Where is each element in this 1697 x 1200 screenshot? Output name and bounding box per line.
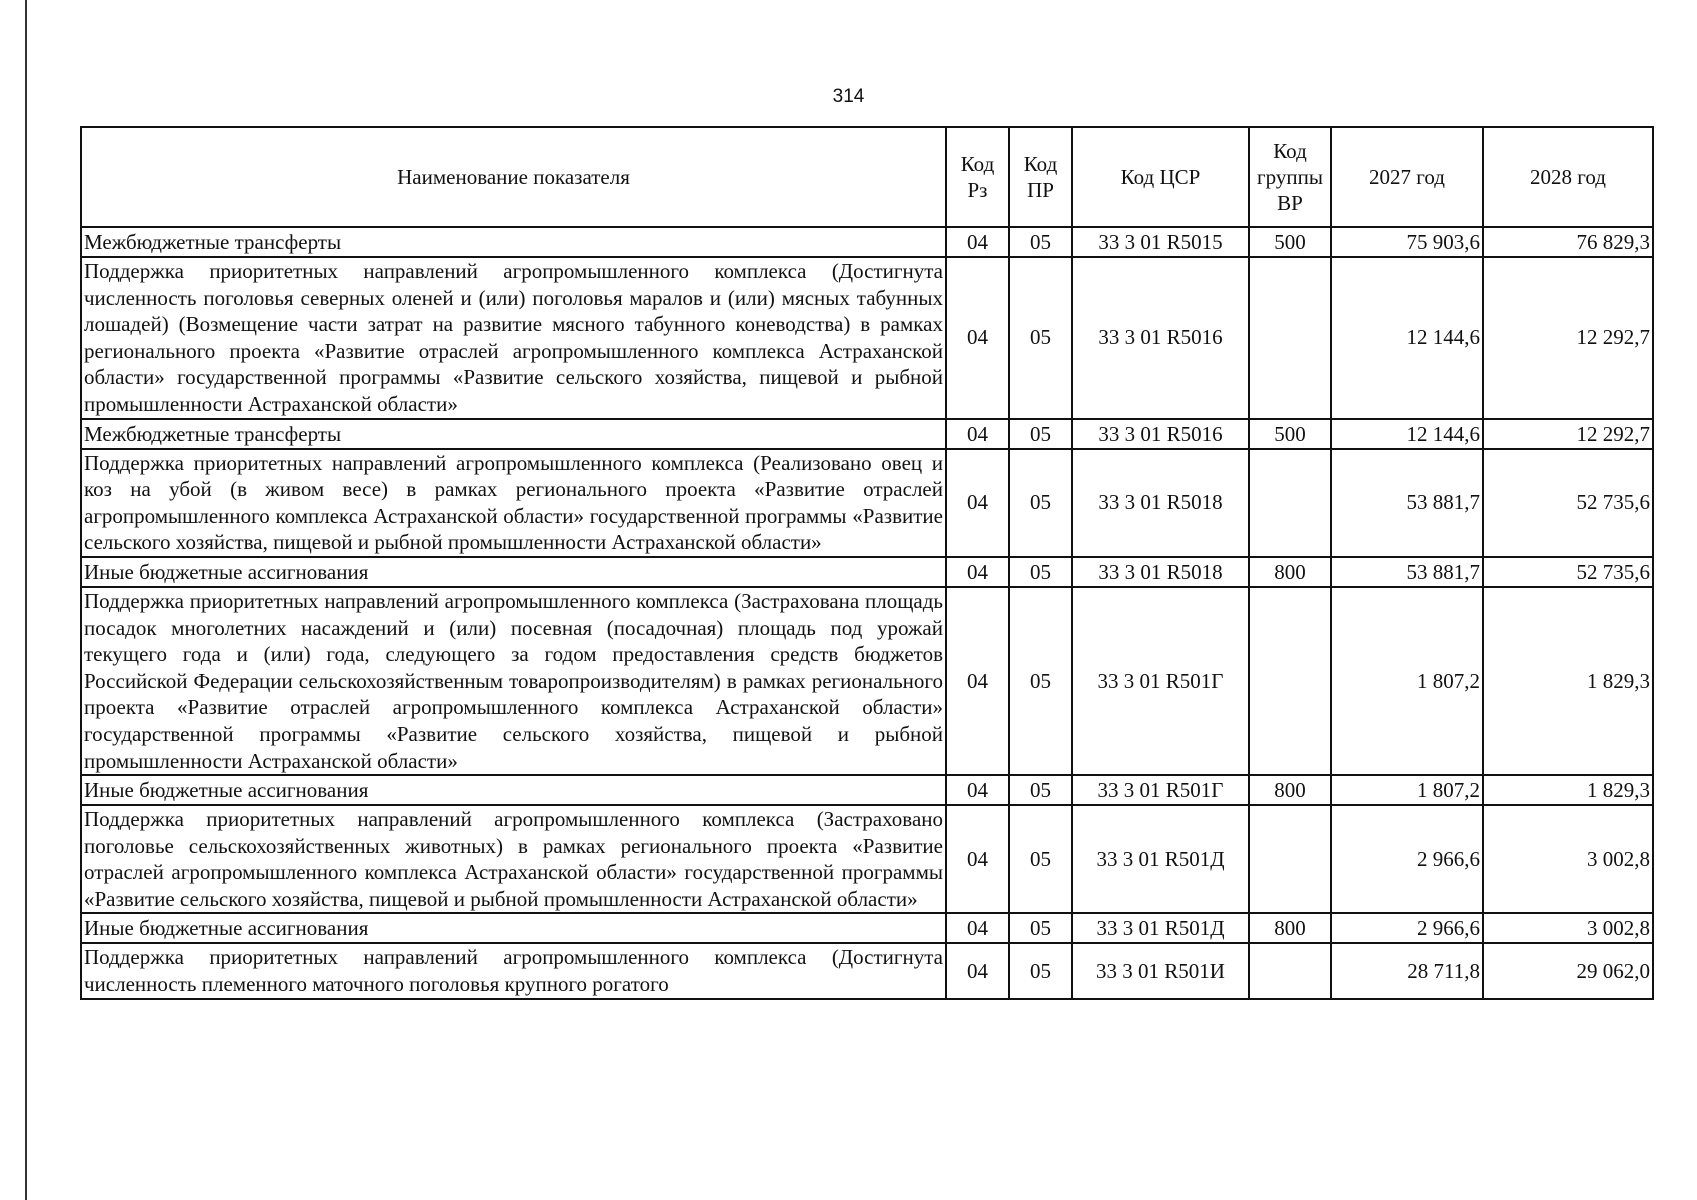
row-2027: 75 903,6	[1331, 227, 1483, 257]
row-rz: 04	[946, 557, 1009, 587]
row-pr: 05	[1009, 227, 1072, 257]
row-vr: 800	[1249, 557, 1331, 587]
row-vr: 800	[1249, 913, 1331, 943]
header-2027: 2027 год	[1331, 127, 1483, 227]
page-number: 314	[832, 86, 865, 107]
row-2027: 53 881,7	[1331, 449, 1483, 557]
row-csr: 33 3 01 R5016	[1072, 419, 1249, 449]
table-row	[81, 449, 1653, 557]
row-2027: 1 807,2	[1331, 587, 1483, 775]
row-2028: 3 002,8	[1483, 913, 1653, 943]
row-name: Поддержка приоритетных направлений агропромышленного комплекса (Реализовано овец и коз на убой (в живом весе) в рамках регионального проекта «Развитие отраслей агропромышленного комплекса Астраханской области» государственной программы «Развитие сельского хозяйства, пищевой и рыбной промышленности Астраханской области»	[81, 449, 946, 557]
row-rz: 04	[946, 227, 1009, 257]
row-2028: 12 292,7	[1483, 257, 1653, 419]
table-row	[81, 805, 1653, 913]
row-rz: 04	[946, 775, 1009, 805]
header-2028: 2028 год	[1483, 127, 1653, 227]
table-row	[81, 943, 1653, 998]
header-rz: Код Рз	[946, 127, 1009, 227]
row-csr: 33 3 01 R501Г	[1072, 587, 1249, 775]
row-name: Межбюджетные трансферты	[81, 419, 946, 449]
row-rz: 04	[946, 913, 1009, 943]
row-pr: 05	[1009, 775, 1072, 805]
row-rz: 04	[946, 587, 1009, 775]
row-pr: 05	[1009, 257, 1072, 419]
row-2028: 1 829,3	[1483, 587, 1653, 775]
row-vr	[1249, 805, 1331, 913]
row-pr: 05	[1009, 449, 1072, 557]
row-2027: 2 966,6	[1331, 913, 1483, 943]
row-2027: 28 711,8	[1331, 943, 1483, 998]
row-rz: 04	[946, 449, 1009, 557]
header-pr: Код ПР	[1009, 127, 1072, 227]
row-vr: 500	[1249, 419, 1331, 449]
table-row	[81, 227, 1653, 257]
row-name: Иные бюджетные ассигнования	[81, 775, 946, 805]
row-name: Поддержка приоритетных направлений агропромышленного комплекса (Застраховано поголовье сельскохозяйственных животных) в рамках регионального проекта «Развитие отраслей агропромышленного комплекса Астраханской области» государственной программы «Развитие сельского хозяйства, пищевой и рыбной промышленности Астраханской области»	[81, 805, 946, 913]
table-row	[81, 257, 1653, 419]
budget-table	[80, 126, 1654, 1000]
row-pr: 05	[1009, 557, 1072, 587]
row-vr	[1249, 587, 1331, 775]
row-csr: 33 3 01 R501Д	[1072, 805, 1249, 913]
row-pr: 05	[1009, 913, 1072, 943]
header-name: Наименование показателя	[81, 127, 946, 227]
row-name: Поддержка приоритетных направлений агропромышленного комплекса (Достигнута численность племенного маточного поголовья крупного рогатого	[81, 943, 946, 998]
row-rz: 04	[946, 943, 1009, 998]
row-csr: 33 3 01 R5015	[1072, 227, 1249, 257]
table-row	[81, 557, 1653, 587]
row-csr: 33 3 01 R5018	[1072, 557, 1249, 587]
table-row	[81, 587, 1653, 775]
row-pr: 05	[1009, 943, 1072, 998]
row-rz: 04	[946, 419, 1009, 449]
row-pr: 05	[1009, 419, 1072, 449]
row-2028: 1 829,3	[1483, 775, 1653, 805]
table-row	[81, 913, 1653, 943]
row-vr: 800	[1249, 775, 1331, 805]
row-name: Межбюджетные трансферты	[81, 227, 946, 257]
row-vr	[1249, 257, 1331, 419]
row-csr: 33 3 01 R5018	[1072, 449, 1249, 557]
row-vr	[1249, 943, 1331, 998]
table-row	[81, 775, 1653, 805]
row-csr: 33 3 01 R501Г	[1072, 775, 1249, 805]
row-name: Поддержка приоритетных направлений агропромышленного комплекса (Достигнута численность поголовья северных оленей и (или) поголовья маралов и (или) мясных табунных лошадей) (Возмещение части затрат на развитие мясного табунного коневодства) в рамках регионального проекта «Развитие отраслей агропромышленного комплекса Астраханской области» государственной программы «Развитие сельского хозяйства, пищевой и рыбной промышленности Астраханской области»	[81, 257, 946, 419]
binding-line	[25, 0, 27, 1200]
row-2028: 3 002,8	[1483, 805, 1653, 913]
row-vr	[1249, 449, 1331, 557]
table-row	[81, 419, 1653, 449]
row-csr: 33 3 01 R501Д	[1072, 913, 1249, 943]
row-2027: 53 881,7	[1331, 557, 1483, 587]
row-csr: 33 3 01 R5016	[1072, 257, 1249, 419]
row-2028: 52 735,6	[1483, 557, 1653, 587]
row-2027: 1 807,2	[1331, 775, 1483, 805]
row-name: Иные бюджетные ассигнования	[81, 557, 946, 587]
row-rz: 04	[946, 805, 1009, 913]
row-2028: 76 829,3	[1483, 227, 1653, 257]
table-header-row	[81, 127, 1653, 227]
row-vr: 500	[1249, 227, 1331, 257]
row-2028: 12 292,7	[1483, 419, 1653, 449]
row-pr: 05	[1009, 805, 1072, 913]
row-2028: 52 735,6	[1483, 449, 1653, 557]
row-csr: 33 3 01 R501И	[1072, 943, 1249, 998]
row-2027: 12 144,6	[1331, 257, 1483, 419]
row-name: Поддержка приоритетных направлений агропромышленного комплекса (Застрахована площадь посадок многолетних насаждений и (или) посевная (посадочная) площадь под урожай текущего года и (или) года, следующего за годом предоставления средств бюджетов Российской Федерации сельскохозяйственным товаропроизводителям) в рамках регионального проекта «Развитие отраслей агропромышленного комплекса Астраханской области» государственной программы «Развитие сельского хозяйства, пищевой и рыбной промышленности Астраханской области»	[81, 587, 946, 775]
row-name: Иные бюджетные ассигнования	[81, 913, 946, 943]
row-pr: 05	[1009, 587, 1072, 775]
header-vr: Код группы ВР	[1249, 127, 1331, 227]
row-2027: 12 144,6	[1331, 419, 1483, 449]
row-rz: 04	[946, 257, 1009, 419]
row-2027: 2 966,6	[1331, 805, 1483, 913]
row-2028: 29 062,0	[1483, 943, 1653, 998]
header-csr: Код ЦСР	[1072, 127, 1249, 227]
